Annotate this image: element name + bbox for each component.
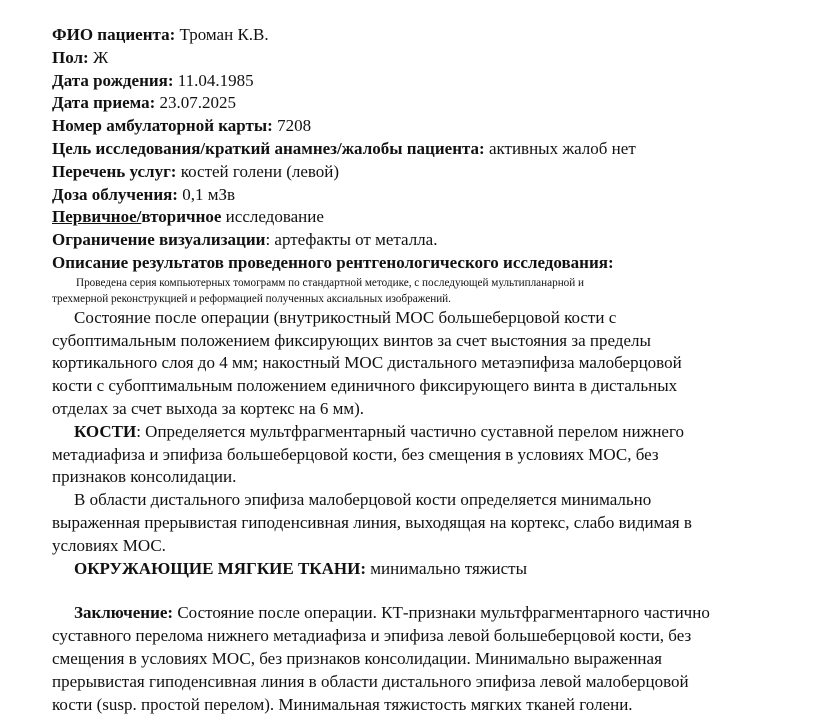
study-goal-row <box>52 138 822 161</box>
bones-line: признаков консолидации. <box>52 467 237 487</box>
bones-label: КОСТИ <box>74 421 137 441</box>
patient-name-label: ФИО пациента: <box>52 25 176 44</box>
bones-paragraph-first-line <box>52 421 822 444</box>
patient-name-value: Троман К.В. <box>175 25 269 44</box>
dose-label: Доза облучения: <box>52 184 178 204</box>
secondary-study-label: вторичное <box>141 207 222 227</box>
state-line: субоптимальным положением фиксирующих винтов за счет выстояния за пределы <box>52 330 651 350</box>
soft-tissue-row <box>52 558 822 581</box>
visit-date-value: 23.07.2025 <box>155 93 237 113</box>
conclusion-line: кости (susp. простой перелом). Минимальная тяжистость мягких тканей голени. <box>52 694 633 714</box>
state-line: отделах за счет выхода за кортекс на 6 мм). <box>52 398 365 418</box>
dob-label: Дата рождения: <box>52 70 174 90</box>
state-line: кости с субоптимальным положением единичного фиксирующего винта в дистальных <box>52 376 678 396</box>
bones-line: : Определяется мультфрагментарный частично суставной перелом нижнего <box>136 421 685 441</box>
visit-date-row <box>52 92 822 115</box>
study-type-value: исследование <box>221 207 324 227</box>
conclusion-line: суставного перелома нижнего метадиафиза и эпифиза левой большеберцовой кости, без <box>52 626 692 646</box>
patient-sex-value: Ж <box>88 47 109 67</box>
services-row <box>52 161 822 184</box>
visualization-limit-value: : артефакты от металла. <box>265 230 438 250</box>
dob-value: 11.04.1985 <box>173 70 254 90</box>
visualization-limit-label: Ограничение визуализации <box>52 230 266 250</box>
study-type-row <box>52 206 822 229</box>
services-label: Перечень услуг: <box>52 161 177 181</box>
dose-value: 0,1 мЗв <box>177 184 236 204</box>
state-line: Состояние после операции (внутрикостный МОС большеберцовой кости с <box>74 307 617 327</box>
medical-report <box>52 24 822 716</box>
conclusion-label: Заключение: <box>74 603 174 623</box>
conclusion-line: Состояние после операции. КТ-признаки мультфрагментарного частично <box>173 603 710 623</box>
state-line: кортикального слоя до 4 мм; накостный МОС дистального метаэпифиза малоберцовой <box>52 353 682 373</box>
spacer <box>52 580 822 602</box>
fibula-line: условиях МОС. <box>52 535 166 555</box>
method-line: трехмерной реконструкцией и реформацией полученных аксиальных изображений. <box>52 292 451 305</box>
patient-name-row <box>52 24 822 47</box>
soft-tissue-label: ОКРУЖАЮЩИЕ МЯГКИЕ ТКАНИ: <box>74 558 367 578</box>
primary-study-label: Первичное/ <box>52 207 142 227</box>
study-goal-value: активных жалоб нет <box>484 138 636 158</box>
conclusion-line: прерывистая гиподенсивная линия в области дистального эпифиза левой малоберцовой <box>52 671 689 691</box>
fibula-line: выраженная прерывистая гиподенсивная линия, выходящая на кортекс, слабо видимая в <box>52 512 692 532</box>
services-value: костей голени (левой) <box>176 161 340 181</box>
visit-date-label: Дата приема: <box>52 93 156 113</box>
patient-sex-label: Пол: <box>52 47 89 67</box>
soft-tissue-value: минимально тяжисты <box>366 558 528 578</box>
conclusion-first-line <box>52 602 822 625</box>
bones-line: метадиафиза и эпифиза большеберцовой кости, без смещения в условиях МОС, без <box>52 444 659 464</box>
fibula-line: В области дистального эпифиза малоберцовой кости определяется минимально <box>74 490 652 510</box>
patient-sex-row <box>52 47 822 70</box>
dose-row <box>52 184 822 207</box>
dob-row <box>52 70 822 93</box>
card-number-label: Номер амбулаторной карты: <box>52 116 273 136</box>
method-line: Проведена серия компьютерных томограмм по стандартной методике, с последующей мультипланарной и <box>76 276 585 289</box>
card-number-value: 7208 <box>272 116 312 136</box>
description-heading: Описание результатов проведенного рентгенологического исследования: <box>52 252 614 272</box>
conclusion-line: смещения в условиях МОС, без признаков консолидации. Минимально выраженная <box>52 648 662 668</box>
study-goal-label: Цель исследования/краткий анамнез/жалобы пациента: <box>52 138 485 158</box>
visualization-limit-row <box>52 229 822 252</box>
card-number-row <box>52 115 822 138</box>
